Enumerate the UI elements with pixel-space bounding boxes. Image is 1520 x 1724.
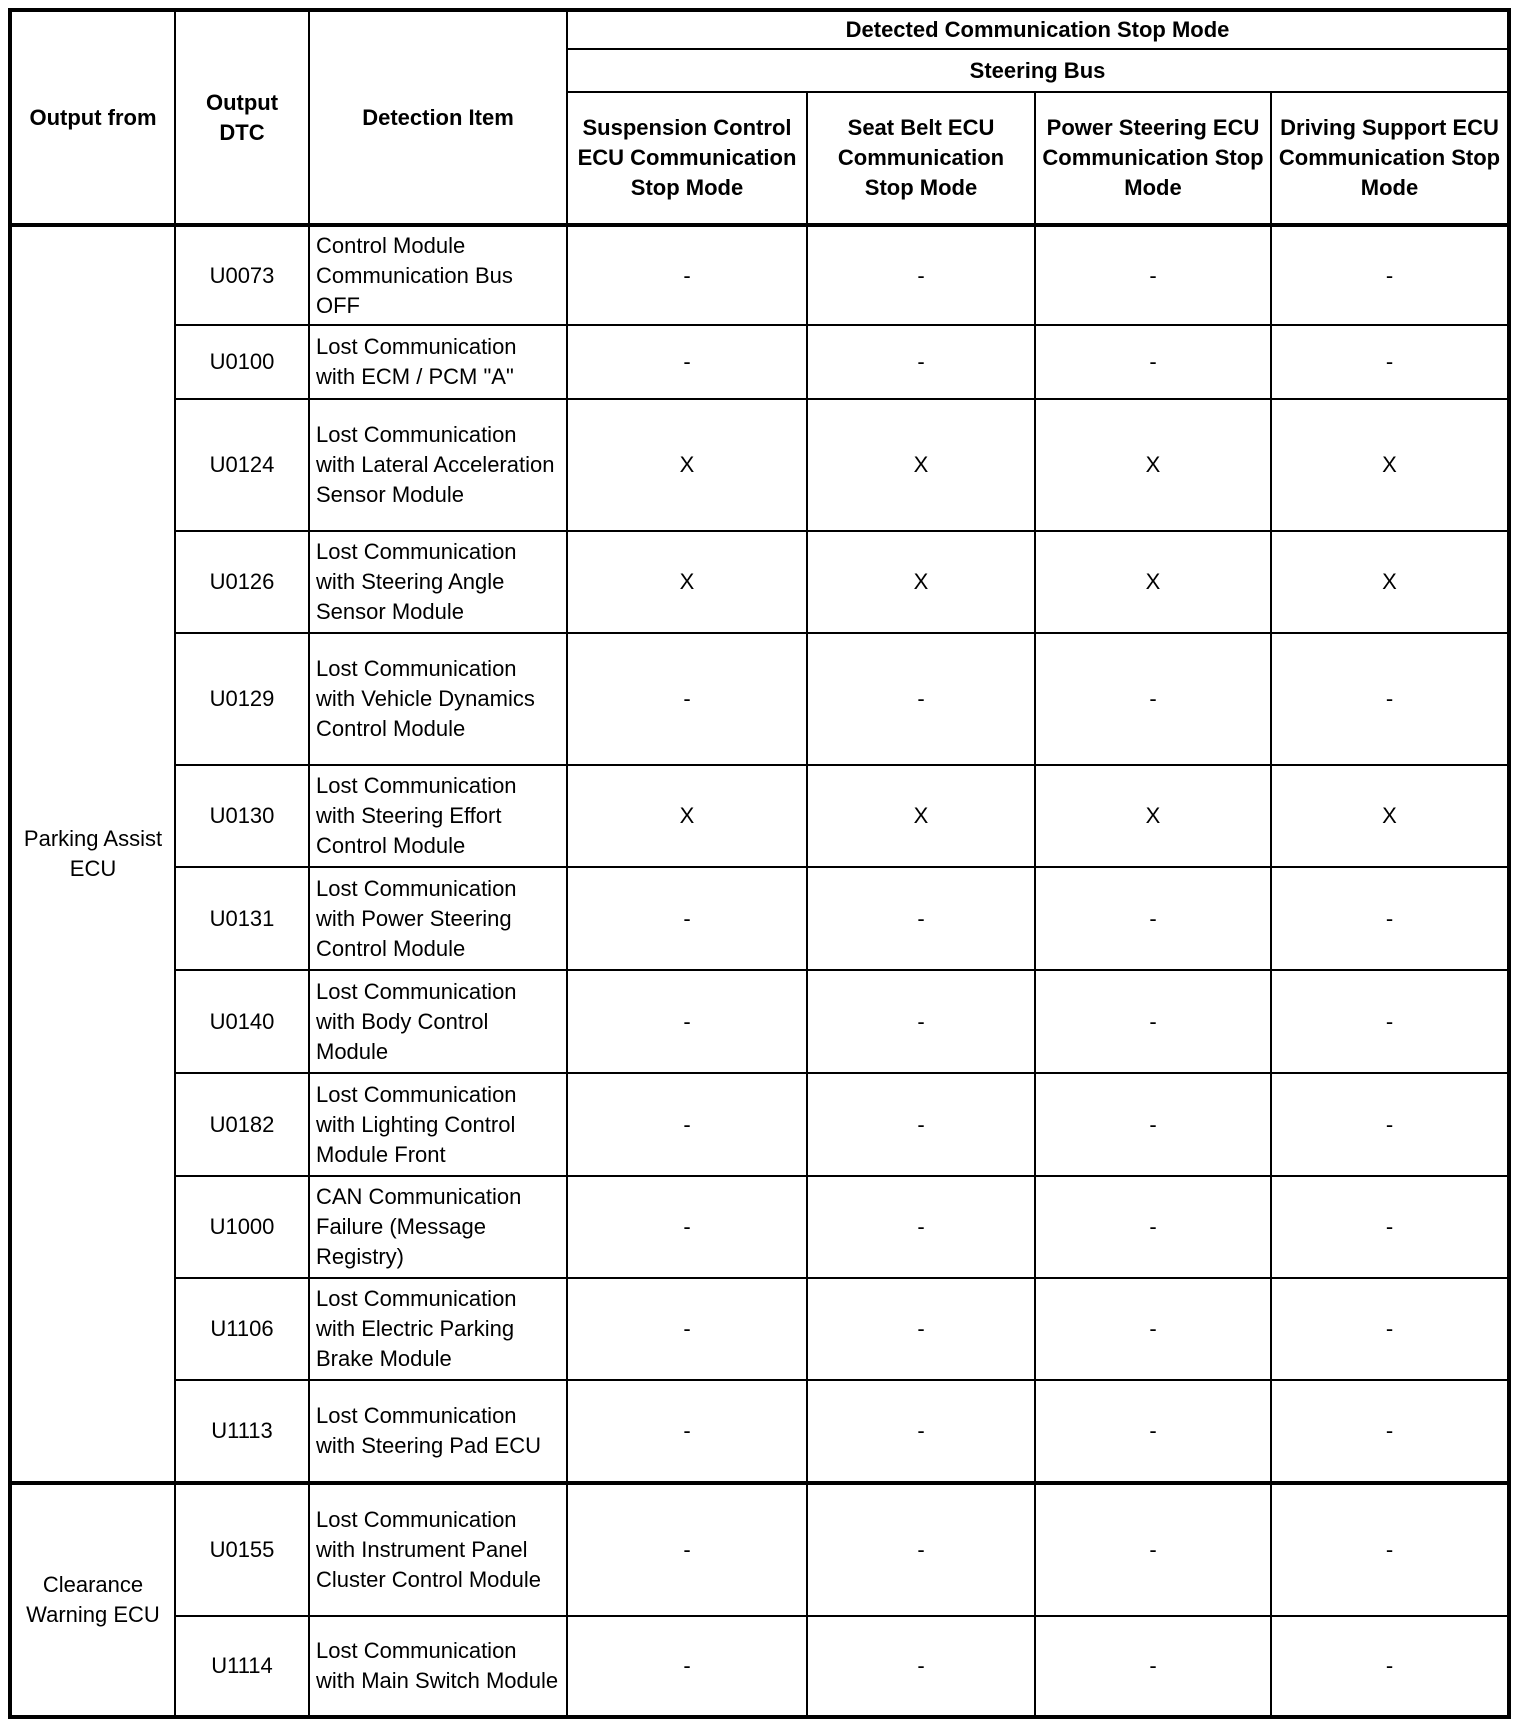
detection-item-cell: CAN Communication Failure (Message Registry) [309, 1176, 567, 1278]
detection-item-cell: Control Module Communication Bus OFF [309, 225, 567, 325]
header-mode: Driving Support ECU Communication Stop Mode [1271, 92, 1509, 225]
detection-item-cell: Lost Communication with Steering Effort Control Module [309, 765, 567, 867]
mode-value-cell: - [1035, 225, 1271, 325]
dtc-cell: U0130 [175, 765, 309, 867]
table-row [10, 325, 1509, 399]
header-output-from: Output from [10, 10, 175, 225]
mode-value-cell: - [807, 1380, 1035, 1483]
table-row [10, 531, 1509, 633]
mode-value-cell: - [567, 1073, 807, 1176]
mode-value-cell: - [1035, 1616, 1271, 1717]
mode-value-cell: - [1271, 867, 1509, 970]
mode-value-cell: X [807, 399, 1035, 531]
output-from-cell: Clearance Warning ECU [10, 1483, 175, 1717]
table-row [10, 1380, 1509, 1483]
dtc-cell: U0129 [175, 633, 309, 765]
mode-value-cell: X [807, 765, 1035, 867]
mode-value-cell: - [567, 633, 807, 765]
dtc-cell: U0073 [175, 225, 309, 325]
mode-value-cell: - [1035, 970, 1271, 1073]
mode-value-cell: - [567, 867, 807, 970]
mode-value-cell: - [1271, 970, 1509, 1073]
mode-value-cell: - [1271, 633, 1509, 765]
dtc-cell: U0182 [175, 1073, 309, 1176]
dtc-cell: U0140 [175, 970, 309, 1073]
mode-value-cell: - [1271, 325, 1509, 399]
mode-value-cell: - [567, 1380, 807, 1483]
dtc-communication-stop-table [8, 8, 1511, 1719]
output-from-cell: Parking Assist ECU [10, 225, 175, 1483]
detection-item-cell: Lost Communication with Instrument Panel Cluster Control Module [309, 1483, 567, 1616]
dtc-cell: U1114 [175, 1616, 309, 1717]
mode-value-cell: - [807, 1483, 1035, 1616]
dtc-cell: U0131 [175, 867, 309, 970]
table-row [10, 1278, 1509, 1380]
dtc-cell: U1113 [175, 1380, 309, 1483]
mode-value-cell: - [807, 1278, 1035, 1380]
detection-item-cell: Lost Communication with Vehicle Dynamics Control Module [309, 633, 567, 765]
table-row [10, 1616, 1509, 1717]
mode-value-cell: - [1035, 1278, 1271, 1380]
detection-item-cell: Lost Communication with Lateral Acceleration Sensor Module [309, 399, 567, 531]
mode-value-cell: X [1271, 765, 1509, 867]
mode-value-cell: - [807, 633, 1035, 765]
header-mode: Power Steering ECU Communication Stop Mode [1035, 92, 1271, 225]
dtc-cell: U1106 [175, 1278, 309, 1380]
mode-value-cell: - [1271, 1483, 1509, 1616]
mode-value-cell: - [567, 970, 807, 1073]
mode-value-cell: X [1035, 399, 1271, 531]
mode-value-cell: X [807, 531, 1035, 633]
mode-value-cell: X [567, 765, 807, 867]
mode-value-cell: - [807, 970, 1035, 1073]
table-row [10, 970, 1509, 1073]
mode-value-cell: X [1035, 765, 1271, 867]
detection-item-cell: Lost Communication with Electric Parking Brake Module [309, 1278, 567, 1380]
detection-item-cell: Lost Communication with Body Control Module [309, 970, 567, 1073]
dtc-cell: U0100 [175, 325, 309, 399]
mode-value-cell: - [1271, 1616, 1509, 1717]
table-row [10, 399, 1509, 531]
mode-value-cell: - [1271, 225, 1509, 325]
header-detection-item: Detection Item [309, 10, 567, 225]
detection-item-cell: Lost Communication with Steering Pad ECU [309, 1380, 567, 1483]
mode-value-cell: - [807, 867, 1035, 970]
mode-value-cell: - [567, 325, 807, 399]
detection-item-cell: Lost Communication with Lighting Control Module Front [309, 1073, 567, 1176]
mode-value-cell: - [567, 1483, 807, 1616]
mode-value-cell: - [807, 1073, 1035, 1176]
mode-value-cell: X [567, 399, 807, 531]
mode-value-cell: X [1035, 531, 1271, 633]
mode-value-cell: - [807, 1616, 1035, 1717]
mode-value-cell: - [1035, 867, 1271, 970]
mode-value-cell: - [1271, 1380, 1509, 1483]
detection-item-cell: Lost Communication with Main Switch Module [309, 1616, 567, 1717]
table-row [10, 1073, 1509, 1176]
mode-value-cell: - [807, 225, 1035, 325]
table-row [10, 225, 1509, 325]
header-detected-mode: Detected Communication Stop Mode [567, 10, 1509, 49]
dtc-cell: U0124 [175, 399, 309, 531]
mode-value-cell: - [1035, 633, 1271, 765]
mode-value-cell: - [1271, 1073, 1509, 1176]
mode-value-cell: - [807, 1176, 1035, 1278]
table-row [10, 1483, 1509, 1616]
detection-item-cell: Lost Communication with ECM / PCM "A" [309, 325, 567, 399]
mode-value-cell: - [567, 1278, 807, 1380]
dtc-cell: U0155 [175, 1483, 309, 1616]
dtc-cell: U0126 [175, 531, 309, 633]
dtc-cell: U1000 [175, 1176, 309, 1278]
mode-value-cell: - [1035, 1073, 1271, 1176]
mode-value-cell: - [567, 1616, 807, 1717]
header-output-dtc: Output DTC [175, 10, 309, 225]
table-row [10, 867, 1509, 970]
table-row [10, 765, 1509, 867]
mode-value-cell: - [1035, 1176, 1271, 1278]
mode-value-cell: X [567, 531, 807, 633]
mode-value-cell: - [1035, 325, 1271, 399]
mode-value-cell: X [1271, 399, 1509, 531]
mode-value-cell: X [1271, 531, 1509, 633]
header-mode: Suspension Control ECU Communication Stop Mode [567, 92, 807, 225]
header-mode: Seat Belt ECU Communication Stop Mode [807, 92, 1035, 225]
mode-value-cell: - [1271, 1278, 1509, 1380]
mode-value-cell: - [567, 225, 807, 325]
table-row [10, 633, 1509, 765]
mode-value-cell: - [1271, 1176, 1509, 1278]
table-row [10, 1176, 1509, 1278]
detection-item-cell: Lost Communication with Steering Angle Sensor Module [309, 531, 567, 633]
mode-value-cell: - [1035, 1483, 1271, 1616]
mode-value-cell: - [567, 1176, 807, 1278]
header-steering-bus: Steering Bus [567, 49, 1509, 92]
detection-item-cell: Lost Communication with Power Steering Control Module [309, 867, 567, 970]
mode-value-cell: - [1035, 1380, 1271, 1483]
mode-value-cell: - [807, 325, 1035, 399]
